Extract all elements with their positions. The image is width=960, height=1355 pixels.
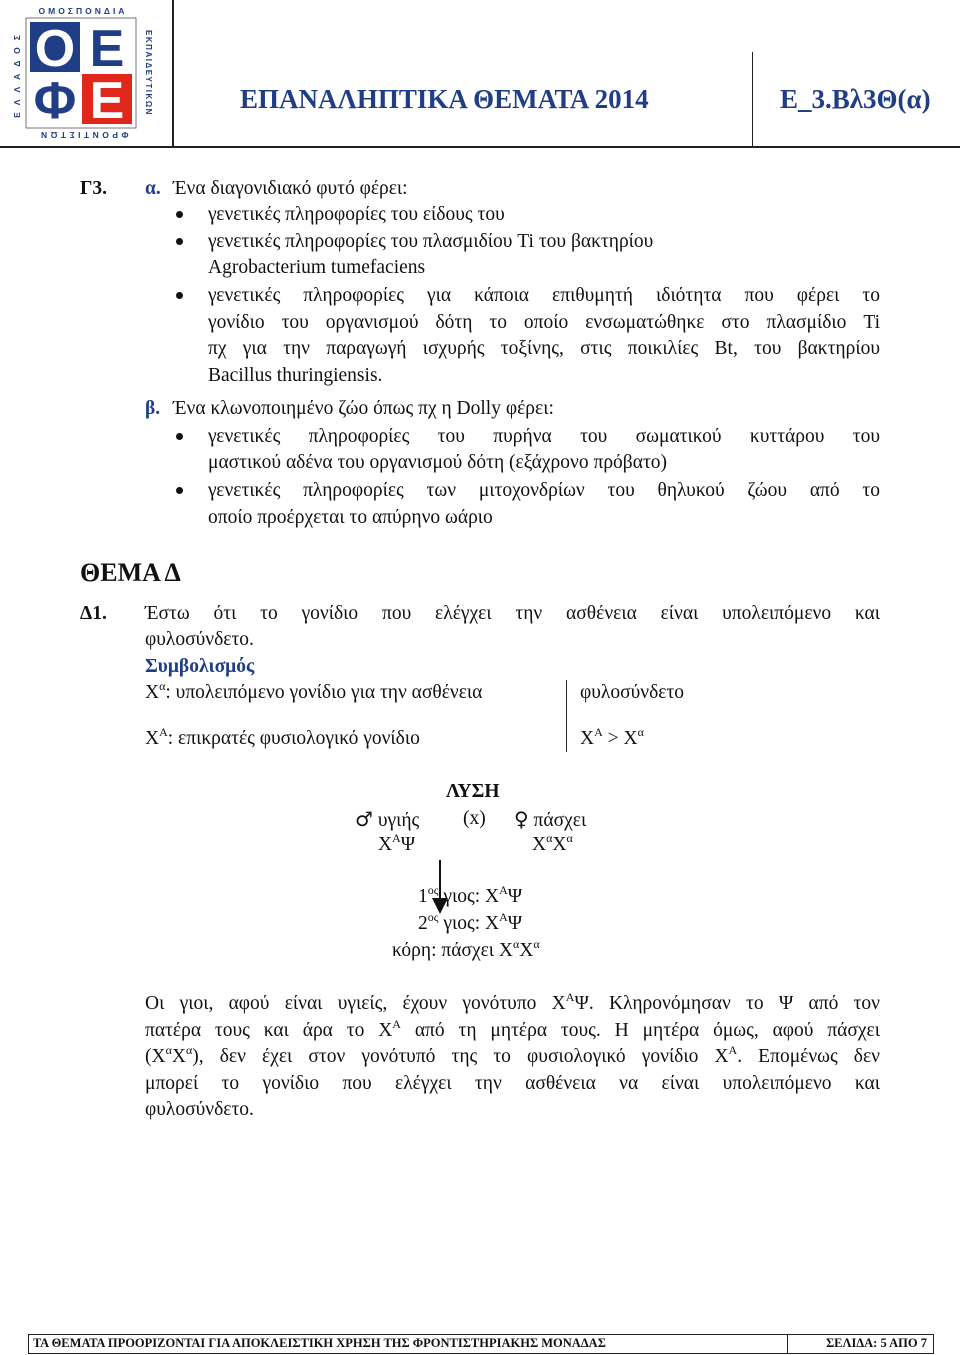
offspring-son-2: $2^{o\varsigma}$ γιος: $X^A\Psi$: [418, 910, 523, 934]
header-divider-left: [172, 0, 174, 148]
dominance-relation: $X^A > X^\alpha$: [580, 725, 644, 749]
beta-marker: β.: [145, 398, 161, 419]
d1-intro-line-1: Έστω ότι το γονίδιο που ελέγχει την ασθένεια είναι υπολειπόμενο και: [145, 603, 880, 624]
bullet-dot: [176, 487, 183, 494]
logo-letter-o: Ο: [34, 20, 76, 78]
female-parent: ♀ πάσχει: [514, 807, 587, 831]
female-symbol-icon: ♀: [514, 807, 529, 831]
logo-bottom-text: ΦΡΟΝΤΙΣΤΩΝ: [37, 130, 129, 140]
logo-top-text: ΟΜΟΣΠΟΝΔΙΑ: [38, 6, 128, 16]
conclusion-line-5: φυλοσύνδετο.: [145, 1099, 254, 1120]
page-header: [0, 0, 960, 148]
footer-notice: ΤΑ ΘΕΜΑΤΑ ΠΡΟΟΡΙΖΟΝΤΑΙ ΓΙΑ ΑΠΟΚΛΕΙΣΤΙΚΗ ΧΡΗΣΗ ΤΗΣ ΦΡΟΝΤΙΣΤΗΡΙΑΚΗΣ ΜΟΝΑΔΑΣ: [33, 1336, 606, 1350]
d1-label: Δ1.: [80, 603, 107, 624]
conclusion-line-2: πατέρα τους και άρα το $X^A$ από τη μητέρα τους. Η μητέρα όμως, αφού πάσχει: [145, 1017, 880, 1041]
logo-letter-e2: Ε: [89, 72, 125, 130]
page-title: ΕΠΑΝΑΛΗΠΤΙΚΑ ΘΕΜΑΤΑ 2014: [240, 84, 649, 114]
header-bottom-rule: [0, 146, 960, 148]
solution-heading: ΛΥΣΗ: [446, 781, 500, 802]
logo-left-text: ΕΛΛΑΔΟΣ: [12, 28, 22, 118]
logo-right-text: ΕΚΠΑΙΔΕΥΤΙΚΩΝ: [144, 30, 153, 116]
male-parent: ♂ υγιής: [355, 807, 420, 831]
symbols-heading: Συμβολισμός: [145, 656, 255, 677]
beta-bullet-2-line-1: γενετικές πληροφορίες των μιτοχονδρίων του θηλυκού ζώου από το: [208, 480, 880, 501]
logo-letter-phi: Φ: [33, 72, 77, 130]
exam-code: Ε_3.Βλ3Θ(α): [780, 84, 931, 114]
alpha-bullet-3-line-3: πχ για την παραγωγή ισχυρής τοξίνης, στις ποικιλίες Bt, του βακτηρίου: [208, 338, 880, 359]
alpha-marker: α.: [145, 178, 161, 199]
d1-intro-line-2: φυλοσύνδετο.: [145, 629, 254, 650]
conclusion-line-3: $(X^\alpha X^\alpha)$, δεν έχει στον γονότυπό της το φυσιολογικό γονίδιο $X^A$. Επομένως δεν: [145, 1043, 880, 1067]
alpha-bullet-3-line-4: Bacillus thuringiensis.: [208, 365, 383, 386]
bullet-dot: [176, 292, 183, 299]
alpha-bullet-3-line-1: γενετικές πληροφορίες για κάποια επιθυμητή ιδιότητα που φέρει το: [208, 285, 880, 306]
conclusion-line-1: Οι γιοι, αφού είναι υγιείς, έχουν γονότυπο $X^A\Psi$. Κληρονόμησαν το Ψ από τον: [145, 990, 880, 1014]
symbol-recessive: $X^\alpha$: υπολειπόμενο γονίδιο για την ασθένεια: [145, 679, 483, 703]
g3-label: Γ3.: [80, 178, 108, 199]
page-footer: [28, 1334, 934, 1354]
bullet-dot: [176, 211, 183, 218]
beta-bullet-2-line-2: οποίο προέρχεται το απύρηνο ωάριο: [208, 507, 493, 528]
alpha-bullet-3-line-2: γονίδιο του οργανισμού δότη το οποίο ενσωματώθηκε στο πλασμίδιο Ti: [208, 312, 880, 333]
male-genotype: $X^A\Psi$: [378, 831, 416, 855]
ofe-logo: [8, 4, 158, 142]
header-divider-right: [752, 52, 753, 146]
offspring-daughter: κόρη: πάσχει $X^\alpha X^\alpha$: [392, 937, 540, 961]
alpha-bullet-2-line-1: γενετικές πληροφορίες του πλασμιδίου Ti του βακτηρίου: [208, 231, 654, 252]
beta-intro: Ένα κλωνοποιημένο ζώο όπως πχ η Dolly φέρει:: [173, 398, 554, 419]
beta-bullet-1-line-2: μαστικού αδένα του οργανισμού δότη (εξάχρονο πρόβατο): [208, 452, 668, 473]
alpha-intro: Ένα διαγονιδιακό φυτό φέρει:: [173, 178, 408, 199]
female-genotype: $X^\alpha X^\alpha$: [532, 831, 573, 855]
bullet-dot: [176, 238, 183, 245]
logo-letter-e1: Ε: [89, 20, 125, 78]
footer-divider: [787, 1335, 788, 1353]
symbol-divider: [566, 680, 567, 752]
male-symbol-icon: ♂: [355, 807, 373, 831]
page-number: ΣΕΛΙΔΑ: 5 ΑΠΟ 7: [825, 1336, 927, 1350]
theme-heading: ΘΕΜΑ Δ: [80, 558, 181, 587]
symbol-dominant: $X^A$: επικρατές φυσιολογικό γονίδιο: [145, 725, 420, 749]
offspring-son-1: $1^{o\varsigma}$ γιος: $X^A\Psi$: [418, 883, 523, 907]
beta-bullet-1-line-1: γενετικές πληροφορίες του πυρήνα του σωματικού κυττάρου του: [208, 426, 880, 447]
sex-linked-label: φυλοσύνδετο: [580, 682, 685, 703]
bullet-dot: [176, 433, 183, 440]
alpha-bullet-2-line-2: Agrobacterium tumefaciens: [208, 257, 426, 278]
alpha-bullet-1: γενετικές πληροφορίες του είδους του: [208, 204, 505, 225]
conclusion-line-4: μπορεί το γονίδιο που ελέγχει την ασθένεια να είναι υπολειπόμενο και: [145, 1073, 880, 1094]
cross-symbol: (x): [463, 808, 486, 829]
